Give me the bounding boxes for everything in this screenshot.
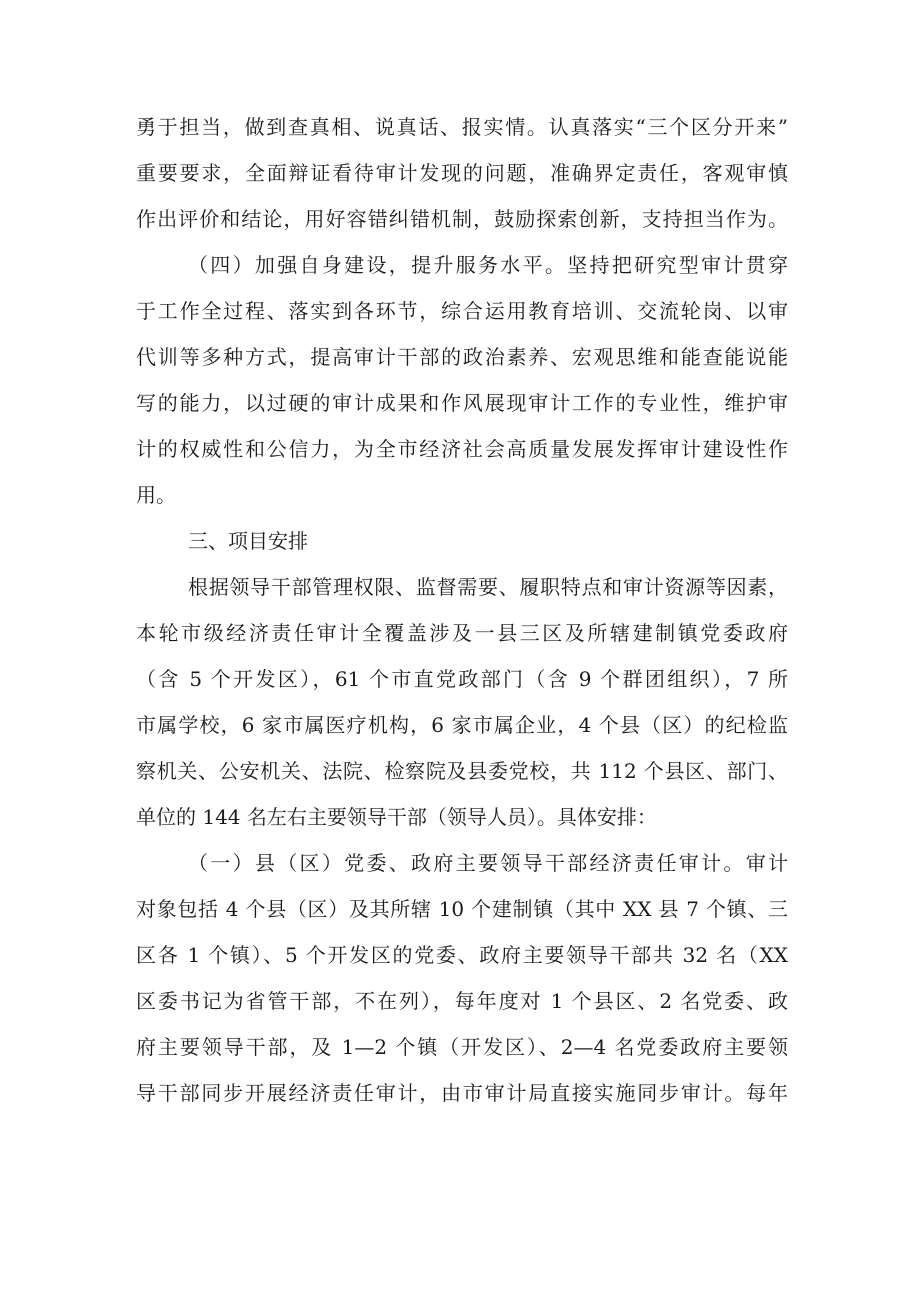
paragraph-county-audit bbox=[136, 840, 788, 1116]
paragraph-project-overview bbox=[136, 564, 788, 840]
text-line: 单位的 144 名左右主要领导干部（领导人员）。具体安排： bbox=[136, 805, 657, 829]
text-line: 代训等多种方式，提高审计干部的政治素养、宏观思维和能查能说能 bbox=[136, 345, 788, 369]
text-line: 导干部同步开展经济责任审计，由市审计局直接实施同步审计。每年 bbox=[136, 1081, 788, 1105]
text-line: 区委书记为省管干部，不在列），每年度对 1 个县区、2 名党委、政 bbox=[136, 989, 788, 1013]
paragraph-accountability bbox=[136, 104, 788, 242]
text-line: 写的能力，以过硬的审计成果和作风展现审计工作的专业性，维护审 bbox=[136, 391, 788, 415]
text-line: （含 5 个开发区），61 个市直党政部门（含 9 个群团组织），7 所 bbox=[136, 667, 788, 691]
text-line: （四）加强自身建设，提升服务水平。坚持把研究型审计贯穿 bbox=[188, 253, 788, 277]
text-line: （一）县（区）党委、政府主要领导干部经济责任审计。审计 bbox=[188, 851, 788, 875]
text-line: 重要要求，全面辩证看待审计发现的问题，准确界定责任，客观审慎 bbox=[136, 161, 788, 185]
text-line: 计的权威性和公信力，为全市经济社会高质量发展发挥审计建设性作 bbox=[136, 437, 788, 461]
text-line: 察机关、公安机关、法院、检察院及县委党校，共 112 个县区、部门、 bbox=[136, 759, 788, 783]
text-line: 勇于担当，做到查真相、说真话、报实情。认真落实“三个区分开来” bbox=[136, 115, 788, 139]
text-line: 根据领导干部管理权限、监督需要、履职特点和审计资源等因素， bbox=[188, 575, 788, 599]
text-line: 市属学校，6 家市属医疗机构，6 家市属企业，4 个县（区）的纪检监 bbox=[136, 713, 788, 737]
text-line: 作出评价和结论，用好容错纠错机制，鼓励探索创新，支持担当作为。 bbox=[136, 207, 788, 231]
text-line: 于工作全过程、落实到各环节，综合运用教育培训、交流轮岗、以审 bbox=[136, 299, 788, 323]
document-body bbox=[136, 104, 788, 1116]
section-heading: 三、项目安排 bbox=[188, 529, 308, 553]
paragraph-self-building bbox=[136, 242, 788, 518]
text-line: 本轮市级经济责任审计全覆盖涉及一县三区及所辖建制镇党委政府 bbox=[136, 621, 788, 645]
text-line: 对象包括 4 个县（区）及其所辖 10 个建制镇（其中 XX 县 7 个镇、三 bbox=[136, 897, 788, 921]
text-line: 用。 bbox=[136, 483, 176, 507]
text-line: 区各 1 个镇）、5 个开发区的党委、政府主要领导干部共 32 名（XX bbox=[136, 943, 788, 967]
text-line: 府主要领导干部，及 1—2 个镇（开发区）、2—4 名党委政府主要领 bbox=[136, 1035, 788, 1059]
